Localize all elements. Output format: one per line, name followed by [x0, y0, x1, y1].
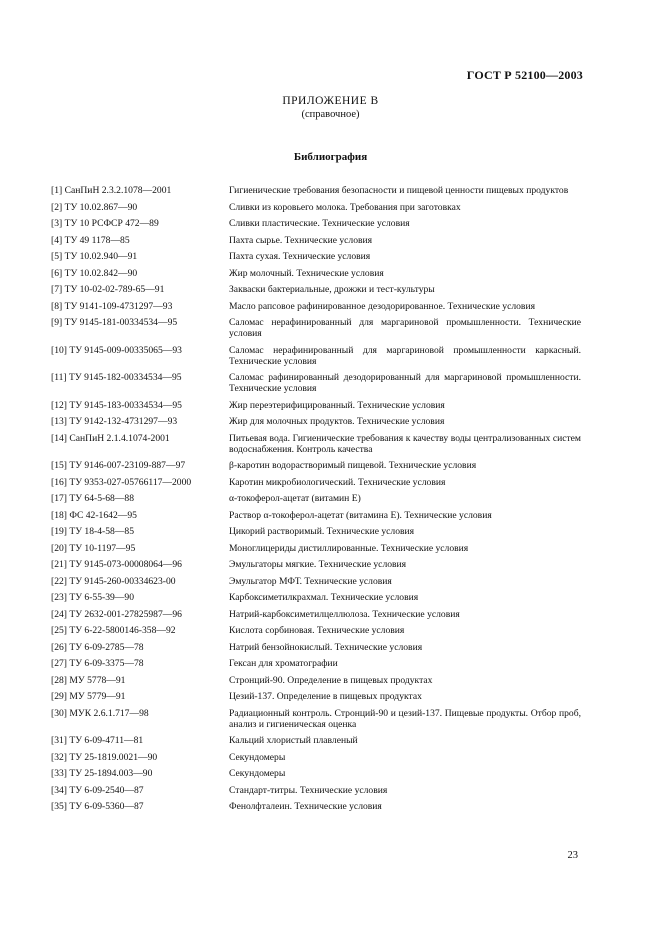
bibliography-item [51, 576, 581, 587]
bibliography-item [51, 691, 581, 702]
bibliography-ref: [25] ТУ 6-22-5800146-358—92 [51, 625, 176, 636]
bibliography-ref: [3] ТУ 10 РСФСР 472—89 [51, 218, 159, 229]
bibliography-ref: [34] ТУ 6-09-2540—87 [51, 784, 144, 796]
bibliography-item [51, 735, 581, 746]
bibliography-desc: Саломас нерафинированный для маргариновой промышленности. Технические условия [229, 317, 581, 339]
bibliography-item [51, 559, 581, 570]
bibliography-item [51, 218, 581, 229]
bibliography-ref: [18] ФС 42-1642—95 [51, 509, 137, 521]
bibliography-ref: [28] МУ 5778—91 [51, 674, 126, 686]
bibliography-desc: Сливки пластические. Технические условия [229, 218, 410, 229]
bibliography-item [51, 752, 581, 763]
page-number: 23 [567, 850, 578, 861]
bibliography-item [51, 785, 581, 796]
bibliography-desc: Кальций хлористый плавленый [229, 735, 358, 746]
bibliography-ref: [7] ТУ 10-02-02-789-65—91 [51, 284, 165, 295]
bibliography-item [51, 268, 581, 279]
bibliography-item [51, 235, 581, 246]
bibliography-ref: [9] ТУ 9145-181-00334534—95 [51, 317, 178, 328]
bibliography-ref: [17] ТУ 64-5-68—88 [51, 493, 134, 504]
bibliography-desc: Каротин микробиологический. Технические условия [229, 476, 446, 488]
bibliography-desc: Пахта сухая. Технические условия [229, 251, 371, 262]
bibliography-ref: [4] ТУ 49 1178—85 [51, 234, 130, 246]
bibliography-ref: [27] ТУ 6-09-3375—78 [51, 658, 144, 669]
bibliography-item [51, 543, 581, 554]
bibliography-ref: [16] ТУ 9353-027-05766117—2000 [51, 476, 192, 488]
bibliography-ref: [33] ТУ 25-1894.003—90 [51, 768, 153, 779]
bibliography-ref: [11] ТУ 9145-182-00334534—95 [51, 372, 182, 383]
bibliography-item [51, 317, 581, 339]
bibliography-desc: Цезий-137. Определение в пищевых продуктах [229, 691, 422, 702]
bibliography-item [51, 477, 581, 488]
bibliography-desc: Пахта сырье. Технические условия [229, 234, 373, 246]
bibliography-item [51, 372, 581, 394]
bibliography-item [51, 460, 581, 471]
bibliography-ref: [5] ТУ 10.02.940—91 [51, 251, 138, 262]
bibliography-desc: Гексан для хроматографии [229, 658, 338, 669]
bibliography-ref: [29] МУ 5779—91 [51, 691, 126, 702]
bibliography-item [51, 185, 581, 196]
bibliography-ref: [10] ТУ 9145-009-00335065—93 [51, 344, 182, 356]
bibliography-item [51, 433, 581, 455]
bibliography-desc: Саломас нерафинированный для маргариновой промышленности каркасный. Технические условия [229, 344, 581, 367]
bibliography-item [51, 801, 581, 812]
bibliography-desc: Саломас рафинированный дезодорированный для маргариновой промышленности. Технические условия [229, 372, 581, 394]
bibliography-item [51, 658, 581, 669]
bibliography-item [51, 202, 581, 213]
bibliography-ref: [31] ТУ 6-09-4711—81 [51, 735, 144, 746]
bibliography-item [51, 642, 581, 653]
bibliography-ref: [12] ТУ 9145-183-00334534—95 [51, 399, 182, 411]
bibliography-item [51, 301, 581, 312]
bibliography-desc: Фенолфталеин. Технические условия [229, 801, 382, 812]
bibliography-desc: Раствор α-токоферол-ацетат (витамина Е). Технические условия [229, 509, 492, 521]
appendix-subtitle: (справочное) [301, 109, 360, 120]
bibliography-desc: Жир для молочных продуктов. Технические условия [229, 416, 445, 427]
bibliography-list [51, 185, 581, 818]
bibliography-item [51, 592, 581, 603]
bibliography-ref: [26] ТУ 6-09-2785—78 [51, 641, 144, 653]
bibliography-item [51, 708, 581, 730]
bibliography-item [51, 251, 581, 262]
bibliography-desc: Питьевая вода. Гигиенические требования к качеству воды централизованных систем водоснабжения. Контроль качества [229, 432, 581, 455]
bibliography-desc: Натрий-карбоксиметилцеллюлоза. Технические условия [229, 608, 460, 620]
appendix-title: ПРИЛОЖЕНИЕ В [282, 95, 379, 107]
bibliography-desc: Цикорий растворимый. Технические условия [229, 526, 415, 537]
bibliography-ref: [21] ТУ 9145-073-00008064—96 [51, 559, 182, 570]
bibliography-desc: Стандарт-титры. Технические условия [229, 784, 388, 796]
bibliography-item [51, 284, 581, 295]
bibliography-ref: [2] ТУ 10.02.867—90 [51, 201, 138, 213]
bibliography-desc: Сливки из коровьего молока. Требования при заготовках [229, 201, 461, 213]
bibliography-desc: Гигиенические требования безопасности и пищевой ценности пищевых продуктов [229, 185, 569, 196]
bibliography-desc: Секундомеры [229, 768, 286, 779]
bibliography-ref: [19] ТУ 18-4-58—85 [51, 526, 134, 537]
bibliography-item [51, 416, 581, 427]
bibliography-desc: Стронций-90. Определение в пищевых продуктах [229, 674, 433, 686]
bibliography-desc: Радиационный контроль. Стронций-90 и цезий-137. Пищевые продукты. Отбор проб, анализ и гигиеническая оценка [229, 707, 581, 730]
bibliography-item [51, 493, 581, 504]
bibliography-title: Библиография [293, 151, 368, 163]
bibliography-desc: Кислота сорбиновая. Технические условия [229, 625, 405, 636]
bibliography-ref: [35] ТУ 6-09-5360—87 [51, 801, 144, 812]
bibliography-item [51, 510, 581, 521]
bibliography-ref: [13] ТУ 9142-132-4731297—93 [51, 416, 178, 427]
bibliography-ref: [22] ТУ 9145-260-00334623-00 [51, 575, 176, 587]
bibliography-desc: Масло рапсовое рафинированное дезодорированное. Технические условия [229, 300, 536, 312]
bibliography-ref: [8] ТУ 9141-109-4731297—93 [51, 300, 173, 312]
bibliography-desc: Жир переэтерифицированный. Технические условия [229, 399, 445, 411]
bibliography-ref: [30] МУК 2.6.1.717—98 [51, 707, 149, 719]
bibliography-desc: α-токоферол-ацетат (витамин Е) [229, 493, 361, 504]
bibliography-item [51, 345, 581, 367]
bibliography-item [51, 625, 581, 636]
bibliography-ref: [32] ТУ 25-1819.0021—90 [51, 751, 158, 763]
bibliography-desc: Натрий бензойнокислый. Технические условия [229, 641, 423, 653]
bibliography-ref: [6] ТУ 10.02.842—90 [51, 267, 138, 279]
bibliography-desc: Секундомеры [229, 751, 286, 763]
bibliography-desc: β-каротин водорастворимый пищевой. Технические условия [229, 460, 477, 471]
bibliography-ref: [23] ТУ 6-55-39—90 [51, 592, 134, 603]
bibliography-desc: Жир молочный. Технические условия [229, 267, 384, 279]
bibliography-ref: [15] ТУ 9146-007-23109-887—97 [51, 460, 186, 471]
bibliography-ref: [24] ТУ 2632-001-27825987—96 [51, 608, 182, 620]
bibliography-ref: [14] СанПиН 2.1.4.1074-2001 [51, 432, 170, 444]
bibliography-item [51, 768, 581, 779]
bibliography-desc: Закваски бактериальные, дрожжи и тест-культуры [229, 284, 435, 295]
bibliography-item [51, 609, 581, 620]
bibliography-ref: [1] СанПиН 2.3.2.1078—2001 [51, 185, 172, 196]
bibliography-item [51, 400, 581, 411]
bibliography-item [51, 675, 581, 686]
bibliography-ref: [20] ТУ 10-1197—95 [51, 542, 136, 554]
bibliography-item [51, 526, 581, 537]
bibliography-desc: Моноглицериды дистиллированные. Технические условия [229, 542, 469, 554]
standard-header: ГОСТ Р 52100—2003 [466, 68, 583, 82]
bibliography-desc: Эмульгаторы мягкие. Технические условия [229, 559, 407, 570]
bibliography-desc: Эмульгатор МФТ. Технические условия [229, 575, 392, 587]
bibliography-desc: Карбоксиметилкрахмал. Технические условия [229, 592, 419, 603]
